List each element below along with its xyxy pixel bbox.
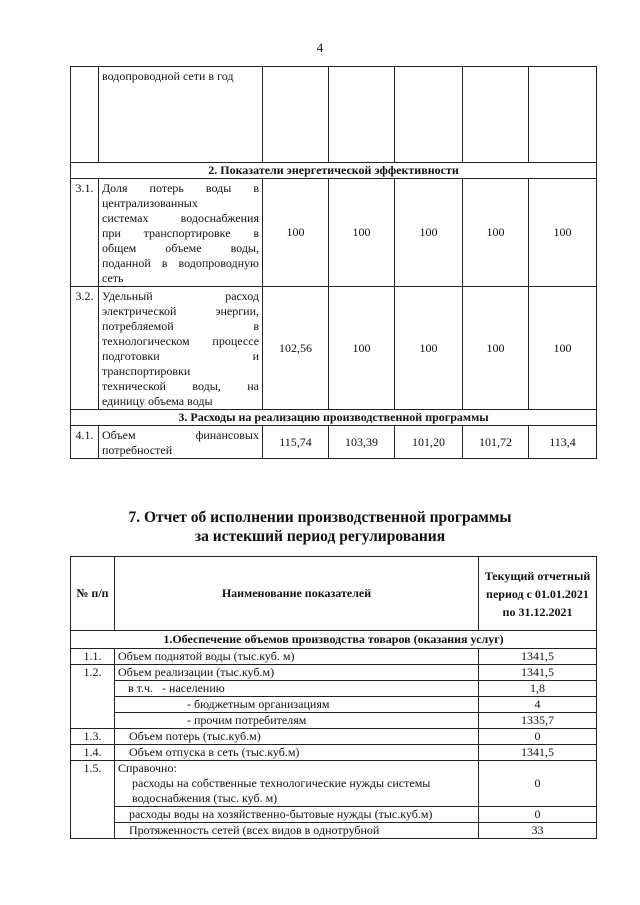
indicator-name-cell: Объем отпуска в сеть (тыс.куб.м)	[115, 745, 479, 761]
value-cell: 100	[395, 179, 463, 287]
value-cell: 100	[263, 179, 329, 287]
value-cell: 101,72	[463, 426, 529, 459]
value-cell: 100	[529, 287, 597, 410]
value-cell: 100	[329, 287, 395, 410]
indicator-name-cell: - бюджетным организациям	[115, 697, 479, 713]
row-number-cell: 1.1.	[71, 649, 115, 665]
value-cell: 0	[479, 729, 597, 745]
section-title-program-expenses: 3. Расходы на реализацию производственной программы	[71, 410, 597, 426]
indicator-name-cell: расходы воды на хозяйственно-бытовые нужды (тыс.куб.м)	[115, 807, 479, 823]
table-row	[71, 649, 597, 665]
indicator-name-cell: Объем реализации (тыс.куб.м)	[115, 665, 479, 681]
value-cell: 113,4	[529, 426, 597, 459]
table-row	[71, 179, 597, 287]
table-row	[71, 697, 597, 713]
indicator-name-cell: - прочим потребителям	[115, 713, 479, 729]
row-number-cell: 1.2.	[71, 665, 115, 729]
value-cell: 1341,5	[479, 649, 597, 665]
header-row	[71, 557, 597, 631]
value-cell: 100	[329, 179, 395, 287]
table-row	[71, 807, 597, 823]
header-indicator-name: Наименование показателей	[115, 557, 479, 631]
indicators-table	[70, 66, 597, 459]
row-number-cell: 1.3.	[71, 729, 115, 745]
row-number-cell: 1.5.	[71, 761, 115, 839]
table-row	[71, 823, 597, 839]
indicator-name-cell: водопроводной сети в год	[99, 67, 263, 163]
report-table	[70, 556, 597, 839]
value-cell: 1341,5	[479, 745, 597, 761]
section-row	[71, 410, 597, 426]
section-heading: 7. Отчет об исполнении производственной программы за истекший период регулирования	[128, 509, 512, 545]
indicator-name-cell: Объем финансовых потребностей	[99, 426, 263, 459]
value-cell: 100	[529, 179, 597, 287]
value-cell: 0	[479, 761, 597, 807]
value-cell: 101,20	[395, 426, 463, 459]
row-number-cell	[71, 67, 99, 163]
row-number-cell: 4.1.	[71, 426, 99, 459]
page-number: 4	[316, 40, 324, 55]
indicator-name-cell: Объем поднятой воды (тыс.куб. м)	[115, 649, 479, 665]
row-number-cell: 3.2.	[71, 287, 99, 410]
value-cell: 100	[463, 287, 529, 410]
header-number: № п/п	[71, 557, 115, 631]
row-number-cell: 3.1.	[71, 179, 99, 287]
indicator-name-cell: в т.ч. - населению	[115, 681, 479, 697]
table-row	[71, 729, 597, 745]
table-row	[71, 67, 597, 163]
section-title-production: 1.Обеспечение объемов производства товаров (оказания услуг)	[71, 631, 597, 649]
indicator-name-cell: Доля потерь воды в централизованных системах водоснабжения при транспортировке в общем объеме воды, поданной в водопроводную сеть	[99, 179, 263, 287]
indicator-name-cell: Объем потерь (тыс.куб.м)	[115, 729, 479, 745]
section-title-energy-efficiency: 2. Показатели энергетической эффективности	[71, 163, 597, 179]
value-cell: 0	[479, 807, 597, 823]
section-row	[71, 631, 597, 649]
table-row	[71, 681, 597, 697]
table-row	[71, 665, 597, 681]
value-cell: 1,8	[479, 681, 597, 697]
table-row	[71, 287, 597, 410]
value-cell: 100	[463, 179, 529, 287]
value-cell: 33	[479, 823, 597, 839]
value-cell: 115,74	[263, 426, 329, 459]
value-cell: 1341,5	[479, 665, 597, 681]
value-cell: 100	[395, 287, 463, 410]
value-cell: 1335,7	[479, 713, 597, 729]
value-cell: 103,39	[329, 426, 395, 459]
row-number-cell: 1.4.	[71, 745, 115, 761]
indicator-name-cell: Протяженность сетей (всех видов в однотрубной	[115, 823, 479, 839]
table-row	[71, 745, 597, 761]
table-row	[71, 713, 597, 729]
value-cell: 102,56	[263, 287, 329, 410]
table-row	[71, 761, 597, 807]
value-cell: 4	[479, 697, 597, 713]
header-current-period: Текущий отчетный период с 01.01.2021 по 31.12.2021	[479, 557, 597, 631]
indicator-name-cell: Справочно: расходы на собственные технологические нужды системы водоснабжения (тыс. куб. м)	[115, 761, 479, 807]
indicator-name-cell: Удельный расход электрической энергии, потребляемой в технологическом процессе подготовки и транспортировки технической воды, на единицу объема воды	[99, 287, 263, 410]
section-row	[71, 163, 597, 179]
table-row	[71, 426, 597, 459]
